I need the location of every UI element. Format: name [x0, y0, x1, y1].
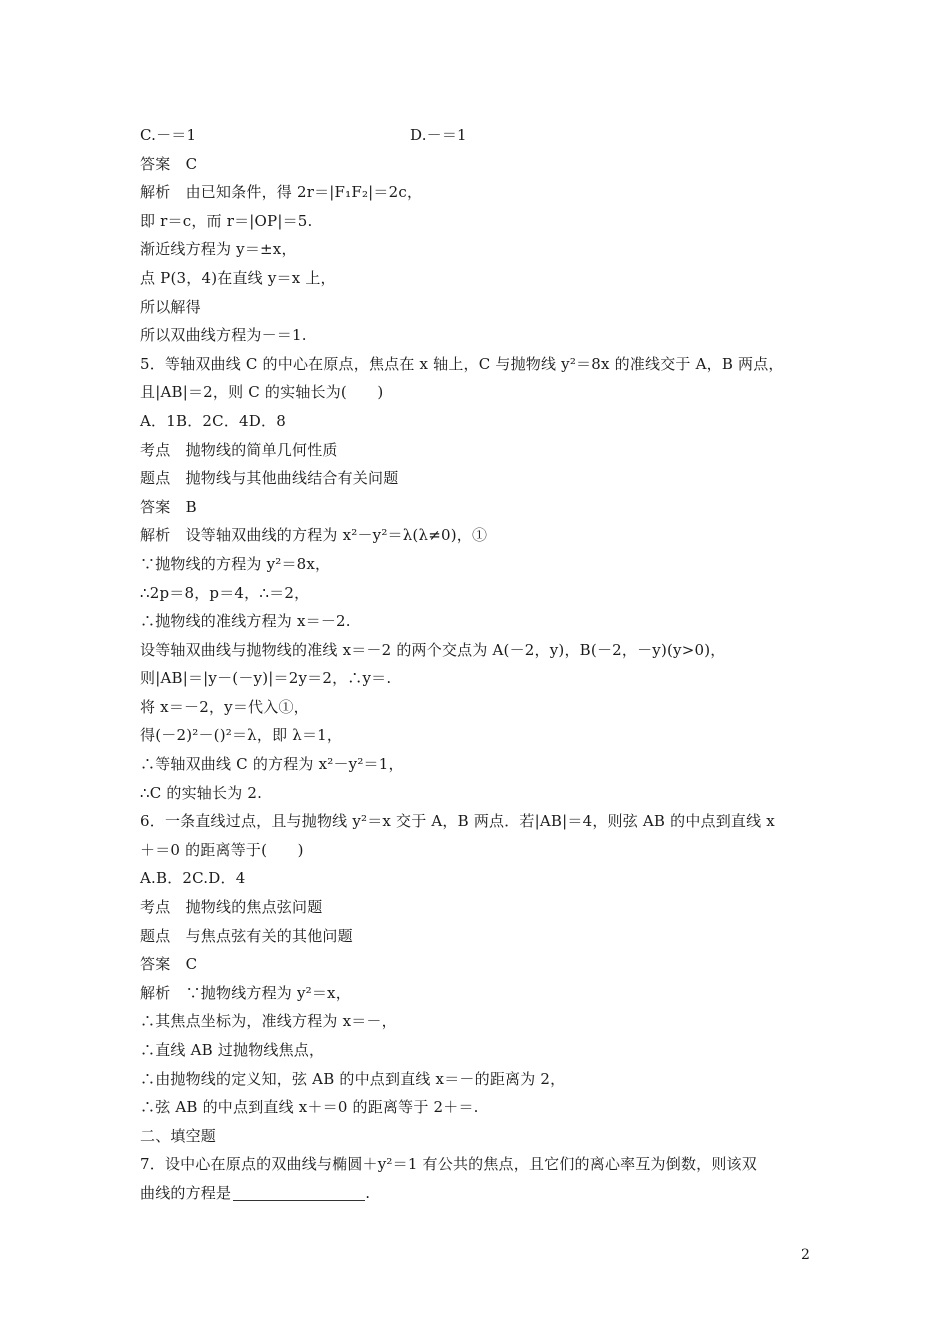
text-line: 所以解得	[140, 297, 201, 316]
last-line-end: .	[365, 1183, 371, 1202]
text-line: A.B．2C.D．4	[140, 869, 246, 888]
text-line: ∴由抛物线的定义知，弦 AB 的中点到直线 x＝－的距离为 2，	[140, 1069, 566, 1088]
text-line: ∴弦 AB 的中点到直线 x＋＝0 的距离等于 2＋＝.	[140, 1098, 479, 1117]
text-line: 答案 C	[140, 154, 198, 173]
text-line: 将 x＝－2，y＝代入①，	[140, 697, 309, 716]
text-line: 题点 与焦点弦有关的其他问题	[140, 926, 353, 945]
text-line: 6．一条直线过点，且与抛物线 y²＝x 交于 A，B 两点．若|AB|＝4，则弦 AB 的中点到直线 x	[140, 812, 775, 831]
text-line: 5．等轴双曲线 C 的中心在原点，焦点在 x 轴上，C 与抛物线 y²＝8x 的准线交于 A，B 两点，	[140, 354, 784, 373]
text-line: 且|AB|＝2，则 C 的实轴长为( )	[140, 383, 384, 402]
text-line: 考点 抛物线的简单几何性质	[140, 440, 338, 459]
text-line: 题点 抛物线与其他曲线结合有关问题	[140, 469, 399, 488]
text-line: ∴等轴双曲线 C 的方程为 x²－y²＝1，	[140, 755, 404, 774]
text-line: ∴直线 AB 过抛物线焦点，	[140, 1041, 325, 1059]
text-line: 7．设中心在原点的双曲线与椭圆＋y²＝1 有公共的焦点，且它们的离心率互为倒数，则该双	[140, 1155, 757, 1174]
text-line: 设等轴双曲线与抛物线的准线 x＝－2 的两个交点为 A(－2，y)，B(－2，－y)(y>0)，	[140, 640, 726, 659]
option-d: D.－＝1	[410, 126, 467, 144]
answer-blank-line	[140, 1179, 820, 1208]
text-line: 解析 设等轴双曲线的方程为 x²－y²＝λ(λ≠0)，①	[140, 526, 488, 545]
text-line: 得(－2)²－()²＝λ，即 λ＝1，	[140, 726, 343, 745]
text-line: ∴2p＝8，p＝4，∴＝2，	[140, 583, 310, 602]
text-line: 渐近线方程为 y＝±x，	[140, 240, 297, 259]
page-content	[140, 121, 820, 1208]
text-line: 解析 ∵抛物线方程为 y²＝x，	[140, 983, 351, 1002]
text-line: 答案 C	[140, 955, 198, 974]
text-line: 考点 抛物线的焦点弦问题	[140, 898, 323, 917]
last-line-text: 曲线的方程是	[140, 1183, 232, 1202]
text-line: 则|AB|＝|y－(－y)|＝2y＝2，∴y＝.	[140, 669, 392, 688]
options-row	[140, 121, 820, 150]
text-lines	[140, 150, 820, 1179]
answer-blank[interactable]	[233, 1182, 365, 1201]
text-line: ∴抛物线的准线方程为 x＝－2.	[140, 612, 351, 631]
option-c: C.－＝1	[140, 126, 197, 144]
text-line: 所以双曲线方程为－＝1.	[140, 326, 307, 345]
text-line: 即 r＝c，而 r＝|OP|＝5.	[140, 211, 313, 230]
text-line: 二、填空题	[140, 1126, 217, 1145]
text-line: ∴C 的实轴长为 2.	[140, 783, 263, 802]
text-line: ＋＝0 的距离等于( )	[140, 840, 304, 859]
text-line: ∴其焦点坐标为，准线方程为 x＝－，	[140, 1012, 397, 1031]
text-line: 点 P(3，4)在直线 y＝x 上，	[140, 268, 336, 287]
text-line: A．1B．2C．4D．8	[140, 411, 286, 430]
text-line: 答案 B	[140, 497, 197, 516]
text-line: 解析 由已知条件，得 2r＝|F₁F₂|＝2c，	[140, 183, 423, 202]
page-number: 2	[801, 1247, 810, 1263]
text-line: ∵抛物线的方程为 y²＝8x，	[140, 554, 331, 573]
